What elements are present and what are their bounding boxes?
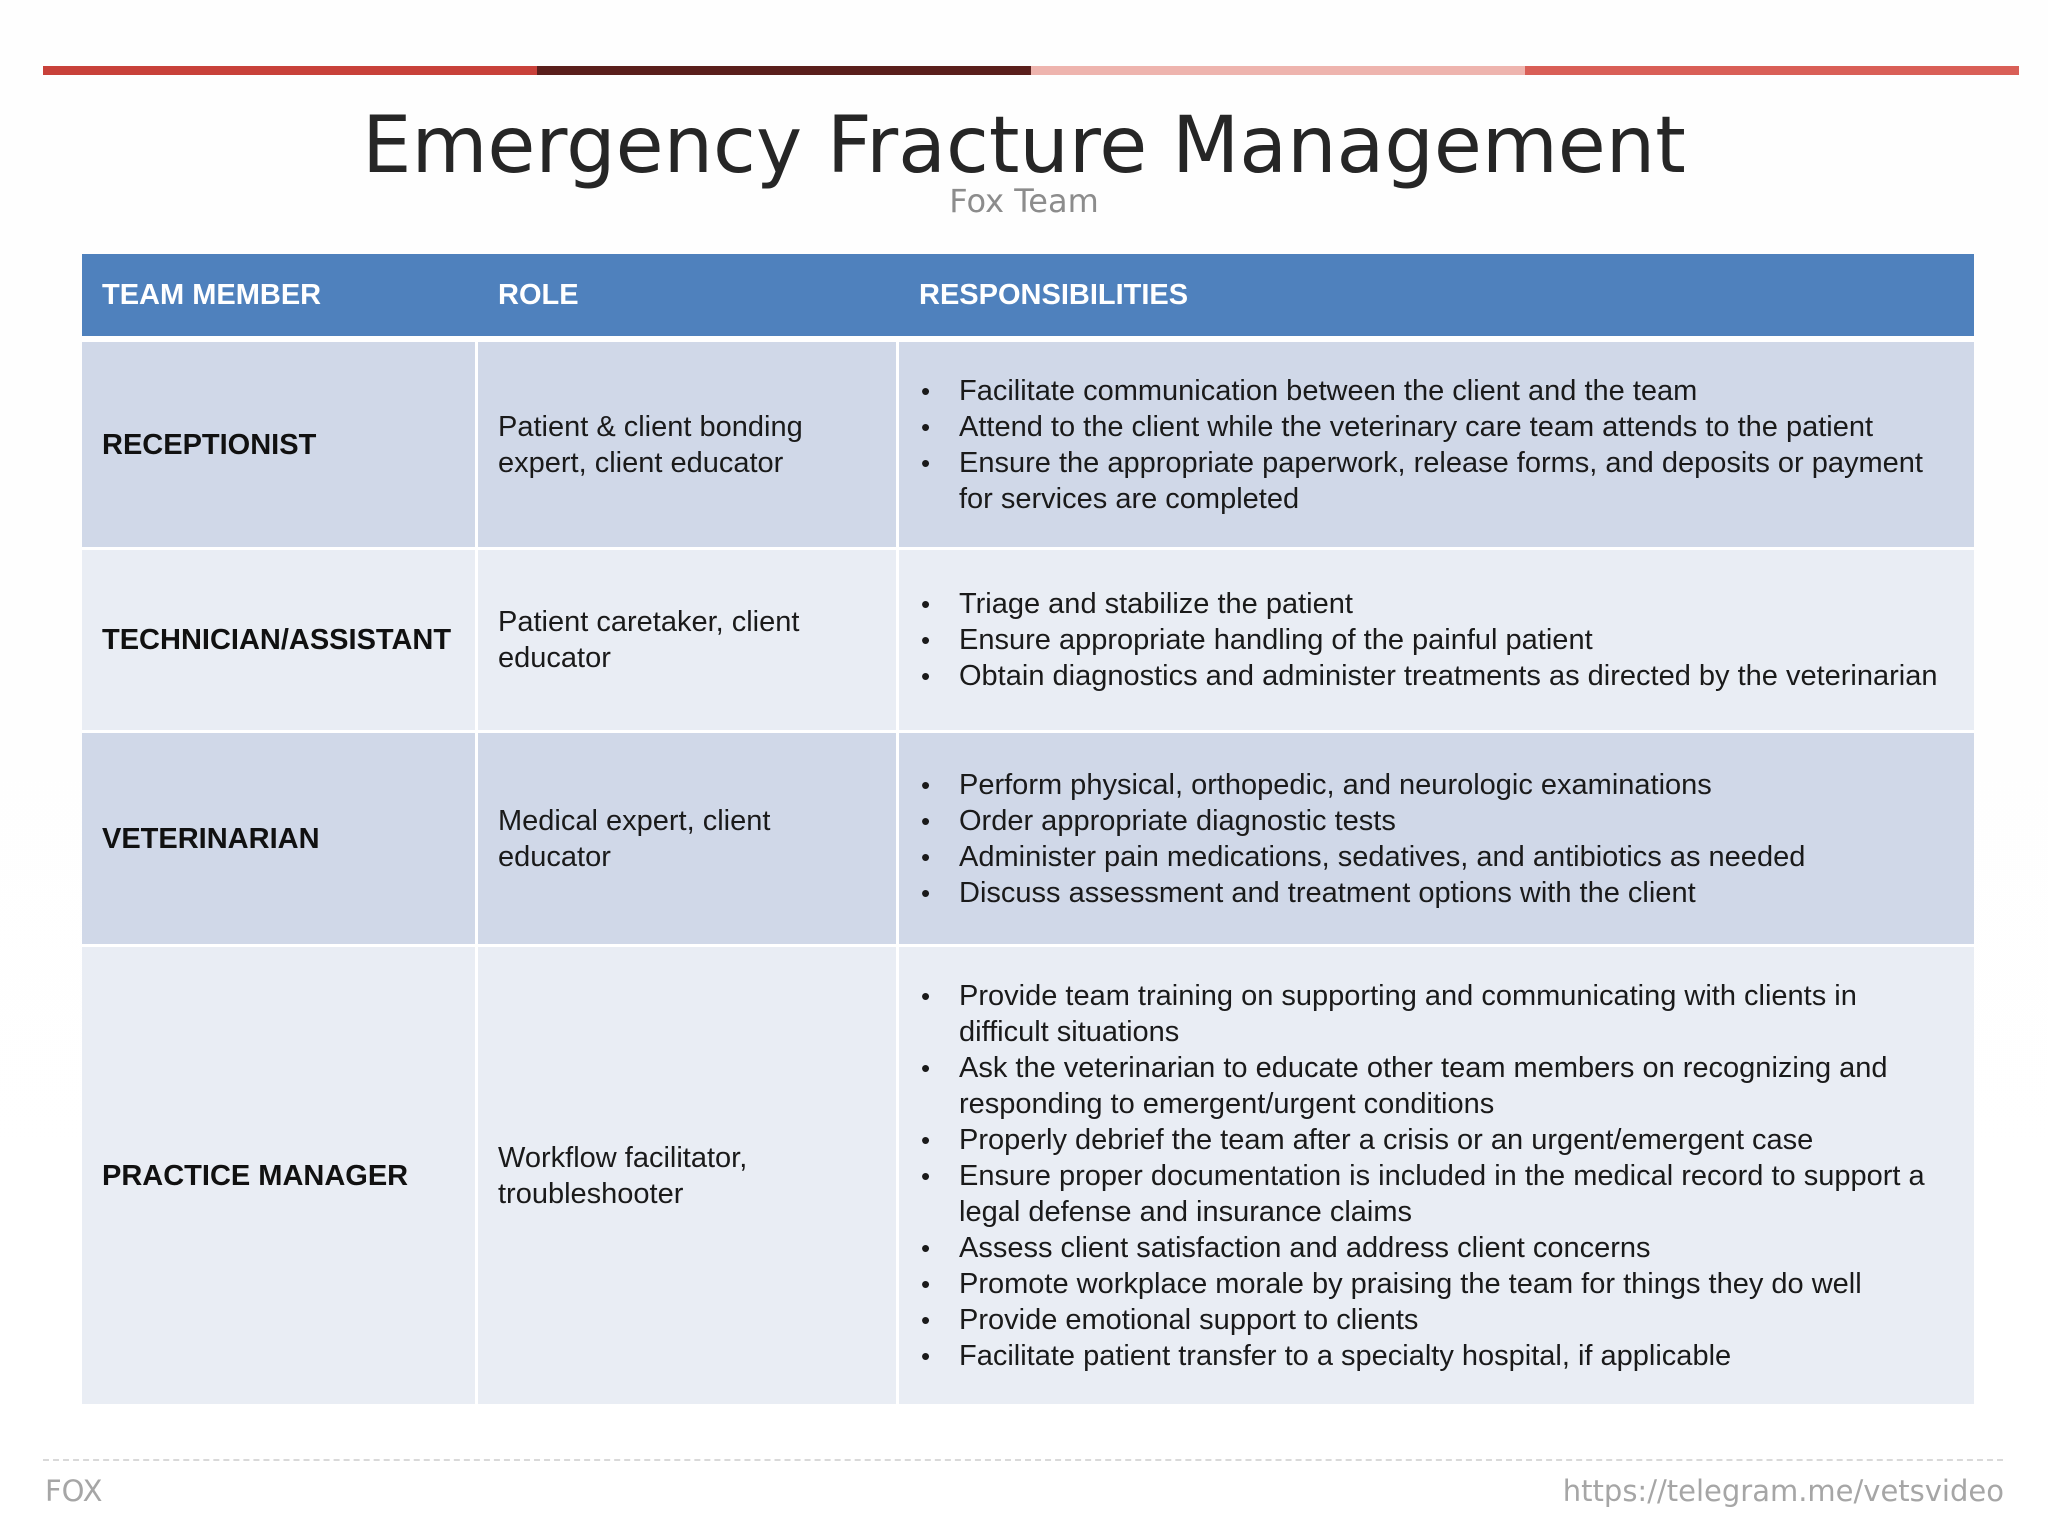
list-item: • Provide emotional support to clients [921, 1302, 1944, 1338]
list-item: • Properly debrief the team after a crisis or an urgent/emergent case [921, 1122, 1944, 1158]
header-team-member: TEAM MEMBER [102, 278, 322, 311]
rule-segment-red [43, 66, 537, 75]
role-cell: Patient & client bonding expert, client educator [478, 342, 899, 547]
member-cell: PRACTICE MANAGER [82, 947, 478, 1404]
list-item: • Provide team training on supporting and communicating with clients in difficult situations [921, 978, 1944, 1050]
header-role: ROLE [498, 278, 579, 311]
footer-divider [43, 1459, 2003, 1461]
table-row [82, 733, 1974, 947]
role-cell: Workflow facilitator, troubleshooter [478, 947, 899, 1404]
responsibilities-cell [899, 342, 1974, 547]
responsibilities-list [921, 586, 1937, 694]
list-item: • Ensure proper documentation is included in the medical record to support a legal defense and insurance claims [921, 1158, 1944, 1230]
list-item: • Obtain diagnostics and administer treatments as directed by the veterinarian [921, 658, 1937, 694]
table-row [82, 550, 1974, 733]
member-cell: TECHNICIAN/ASSISTANT [82, 550, 478, 730]
rule-segment-pink [1031, 66, 1525, 75]
role-cell: Medical expert, client educator [478, 733, 899, 944]
team-table [82, 254, 1974, 1407]
list-item: • Triage and stabilize the patient [921, 586, 1937, 622]
role-cell: Patient caretaker, client educator [478, 550, 899, 730]
list-item: • Perform physical, orthopedic, and neurologic examinations [921, 767, 1805, 803]
list-item: • Discuss assessment and treatment options with the client [921, 875, 1805, 911]
list-item: • Administer pain medications, sedatives, and antibiotics as needed [921, 839, 1805, 875]
list-item: • Ensure appropriate handling of the painful patient [921, 622, 1937, 658]
responsibilities-cell [899, 550, 1974, 730]
responsibilities-list [921, 373, 1944, 517]
list-item: • Ensure the appropriate paperwork, release forms, and deposits or payment for services are completed [921, 445, 1944, 517]
member-cell: VETERINARIAN [82, 733, 478, 944]
rule-segment-dark [537, 66, 1031, 75]
footer-label: FOX [45, 1474, 103, 1508]
list-item: • Assess client satisfaction and address client concerns [921, 1230, 1944, 1266]
responsibilities-list [921, 767, 1805, 911]
responsibilities-list [921, 978, 1944, 1374]
list-item: • Promote workplace morale by praising the team for things they do well [921, 1266, 1944, 1302]
responsibilities-cell [899, 733, 1974, 944]
list-item: • Attend to the client while the veterinary care team attends to the patient [921, 409, 1944, 445]
list-item: • Facilitate patient transfer to a specialty hospital, if applicable [921, 1338, 1944, 1374]
responsibilities-cell [899, 947, 1974, 1404]
top-color-rule [43, 66, 2019, 75]
list-item: • Ask the veterinarian to educate other team members on recognizing and responding to emergent/urgent conditions [921, 1050, 1944, 1122]
header-responsibilities: RESPONSIBILITIES [919, 278, 1189, 311]
footer-link[interactable]: https://telegram.me/vetsvideo [1562, 1474, 2004, 1508]
rule-segment-coral [1525, 66, 2019, 75]
table-row [82, 342, 1974, 550]
table-header [82, 254, 1974, 342]
member-cell: RECEPTIONIST [82, 342, 478, 547]
slide-subtitle: Fox Team [949, 182, 1099, 220]
list-item: • Order appropriate diagnostic tests [921, 803, 1805, 839]
slide-title: Emergency Fracture Management [362, 101, 1686, 191]
table-row [82, 947, 1974, 1407]
list-item: • Facilitate communication between the client and the team [921, 373, 1944, 409]
